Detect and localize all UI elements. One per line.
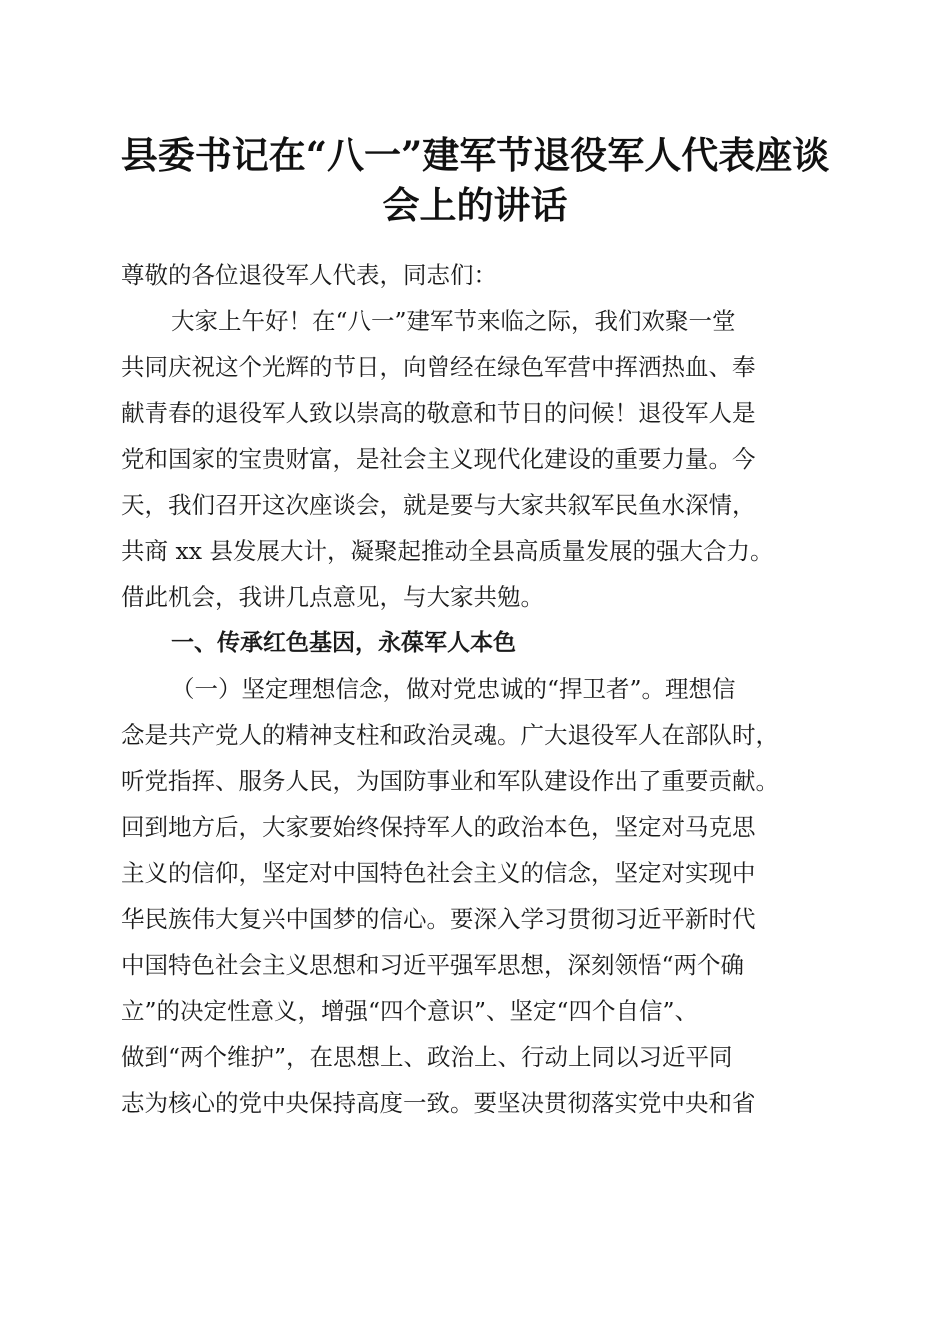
- paragraph-line: 大家上午好！在“八一”建军节来临之际，我们欢聚一堂: [171, 307, 736, 335]
- paragraph-line: 借此机会，我讲几点意见，与大家共勉。: [121, 583, 544, 611]
- paragraph-line: 共同庆祝这个光辉的节日，向曾经在绿色军营中挥洒热血、奉: [121, 353, 756, 381]
- paragraph-line: 天，我们召开这次座谈会，就是要与大家共叙军民鱼水深情，: [121, 491, 756, 519]
- paragraph-line: 念是共产党人的精神支柱和政治灵魂。广大退役军人在部队时，: [121, 721, 779, 749]
- paragraph-line: 志为核心的党中央保持高度一致。要坚决贯彻落实党中央和省: [121, 1089, 756, 1117]
- paragraph-line: 中国特色社会主义思想和习近平强军思想，深刻领悟“两个确: [121, 951, 745, 979]
- paragraph-line: 做到“两个维护”，在思想上、政治上、行动上同以习近平同: [121, 1043, 733, 1071]
- paragraph-line: 党和国家的宝贵财富，是社会主义现代化建设的重要力量。今: [121, 445, 756, 473]
- document-title: [100, 130, 850, 230]
- paragraph-line: 华民族伟大复兴中国梦的信心。要深入学习贯彻习近平新时代: [121, 905, 756, 933]
- title-line-1: 县委书记在“八一”建军节退役军人代表座谈: [120, 133, 830, 177]
- paragraph-line: 共商 xx 县发展大计，凝聚起推动全县高质量发展的强大合力。: [121, 537, 774, 565]
- paragraph-line: 回到地方后，大家要始终保持军人的政治本色，坚定对马克思: [121, 813, 756, 841]
- paragraph-line: 献青春的退役军人致以崇高的敬意和节日的问候！退役军人是: [121, 399, 756, 427]
- title-line-2: 会上的讲话: [382, 183, 568, 227]
- paragraph-line: 主义的信仰，坚定对中国特色社会主义的信念，坚定对实现中: [121, 859, 756, 887]
- paragraph-line: 听党指挥、服务人民，为国防事业和军队建设作出了重要贡献。: [121, 767, 779, 795]
- salutation: 尊敬的各位退役军人代表，同志们：: [121, 261, 497, 289]
- paragraph-line: 立”的决定性意义，增强“四个意识”、坚定“四个自信”、: [121, 997, 699, 1025]
- document-body: [121, 252, 837, 1126]
- section-heading: 一、传承红色基因，永葆军人本色: [171, 630, 516, 656]
- paragraph-line: （一）坚定理想信念，做对党忠诚的“捍卫者”。理想信: [171, 675, 736, 703]
